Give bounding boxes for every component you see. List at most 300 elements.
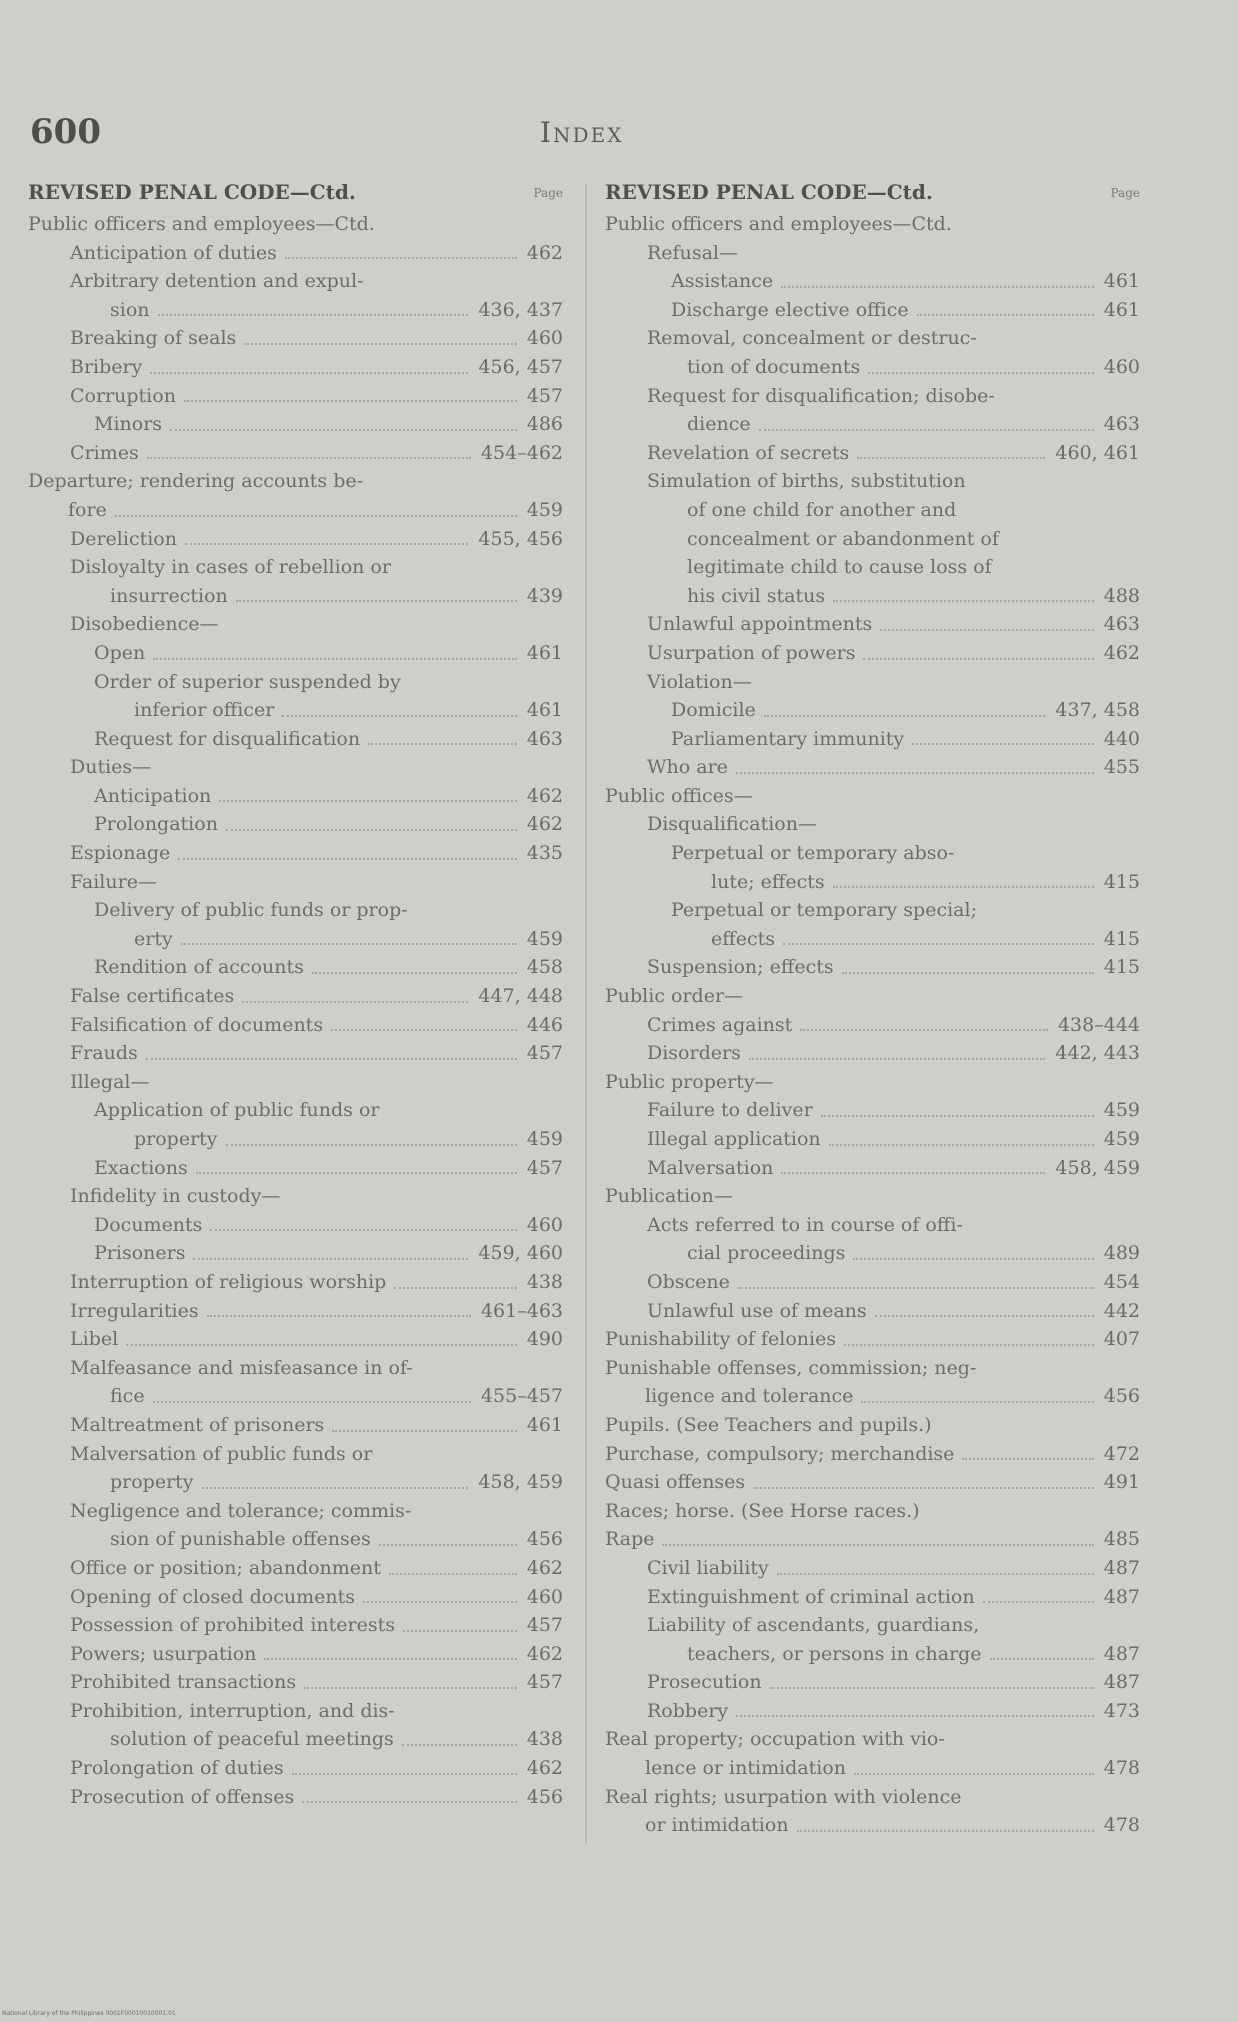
dot-leader — [821, 1115, 1094, 1117]
dot-leader — [146, 1058, 517, 1060]
dot-leader — [115, 515, 517, 517]
index-entry — [28, 267, 563, 296]
entry-text: Pupils. (See Teachers and pupils.) — [605, 1413, 932, 1436]
page-reference: 489 — [1103, 1242, 1140, 1265]
entry-text: Unlawful appointments — [647, 613, 873, 636]
index-entry — [605, 810, 1140, 839]
entry-text: lence or intimidation — [645, 1757, 847, 1780]
index-entry — [605, 210, 1140, 239]
entry-text: Minors — [94, 413, 163, 436]
entry-text: Usurpation of powers — [647, 641, 856, 664]
dot-leader — [759, 429, 1094, 431]
page-reference: 487 — [1103, 1671, 1140, 1694]
page-reference: 461 — [1103, 270, 1140, 293]
page-reference: 442, 443 — [1055, 1042, 1140, 1065]
entry-text: Anticipation — [94, 784, 212, 807]
entry-text: Failure— — [70, 870, 157, 893]
index-entry — [28, 382, 563, 411]
entry-text: Disorders — [647, 1042, 741, 1065]
index-entry — [605, 296, 1140, 325]
page-reference: 407 — [1103, 1328, 1140, 1351]
entry-text: tion of documents — [687, 355, 861, 378]
entry-text: legitimate child to cause loss of — [687, 556, 992, 579]
index-entry-continuation — [28, 1468, 563, 1497]
dot-leader — [368, 743, 517, 745]
page-reference: 457 — [526, 384, 563, 407]
index-entry — [28, 868, 563, 897]
page-reference: 460 — [526, 327, 563, 350]
index-entry — [28, 1697, 563, 1726]
entry-text: Discharge elective office — [671, 298, 909, 321]
index-entry — [605, 1440, 1140, 1469]
dot-leader — [236, 600, 517, 602]
entry-text: Espionage — [70, 842, 171, 865]
index-entry — [605, 1554, 1140, 1583]
index-entry-continuation — [28, 1125, 563, 1154]
dot-leader — [242, 1001, 468, 1003]
page-reference: 459 — [1103, 1099, 1140, 1122]
entry-text: Prolongation — [94, 813, 218, 836]
page-reference: 463 — [526, 727, 563, 750]
index-entry — [28, 896, 563, 925]
entry-text: Rape — [605, 1528, 655, 1551]
page-reference: 446 — [526, 1013, 563, 1036]
index-entry-continuation — [28, 696, 563, 725]
dot-leader — [292, 1773, 517, 1775]
entry-text: concealment or abandonment of — [687, 527, 999, 550]
entry-text: Unlawful use of means — [647, 1299, 867, 1322]
dot-leader — [185, 543, 468, 545]
dot-leader — [178, 858, 517, 860]
index-entry — [28, 1268, 563, 1297]
page-reference: 442 — [1103, 1299, 1140, 1322]
index-entry — [28, 1297, 563, 1326]
entry-text: Frauds — [70, 1042, 138, 1065]
dot-leader — [783, 943, 1094, 945]
entry-text: Corruption — [70, 384, 176, 407]
dot-leader — [854, 1773, 1094, 1775]
dot-leader — [331, 1029, 517, 1031]
index-entry — [28, 210, 563, 239]
entry-text: Obscene — [647, 1270, 730, 1293]
page-reference: 487 — [1103, 1585, 1140, 1608]
dot-leader — [853, 1258, 1094, 1260]
page-reference: 478 — [1103, 1757, 1140, 1780]
page-reference: 458, 459 — [478, 1471, 563, 1494]
dot-leader — [990, 1658, 1094, 1660]
page-reference: 461 — [526, 699, 563, 722]
entry-text: Delivery of public funds or prop- — [94, 899, 408, 922]
dot-leader — [285, 257, 517, 259]
entry-text: Disloyalty in cases of rebellion or — [70, 556, 391, 579]
index-entry — [28, 439, 563, 468]
dot-leader — [207, 1315, 471, 1317]
dot-leader — [749, 1058, 1045, 1060]
entry-text: Possession of prohibited interests — [70, 1614, 395, 1637]
page-reference: 438–444 — [1057, 1013, 1140, 1036]
dot-leader — [764, 715, 1045, 717]
page-reference: 457 — [526, 1614, 563, 1637]
entry-text: Public officers and employees—Ctd. — [28, 213, 375, 235]
dot-leader — [394, 1287, 517, 1289]
index-entry — [605, 1068, 1140, 1097]
index-entry — [28, 1096, 563, 1125]
page-reference: 415 — [1103, 956, 1140, 979]
index-entry — [605, 753, 1140, 782]
column-heading-text: REVISED PENAL CODE—Ctd. — [605, 180, 933, 204]
page-reference: 455–457 — [480, 1385, 563, 1408]
entry-text: of one child for another and — [687, 498, 957, 521]
page-reference: 460 — [526, 1213, 563, 1236]
index-entry — [605, 467, 1140, 496]
index-entry — [28, 810, 563, 839]
index-entry-continuation — [28, 1525, 563, 1554]
index-entry — [28, 1611, 563, 1640]
index-entry — [28, 1011, 563, 1040]
entry-text: Infidelity in custody— — [70, 1185, 281, 1208]
entry-text: Libel — [70, 1328, 119, 1351]
page-reference: 457 — [526, 1671, 563, 1694]
dot-leader — [226, 1144, 517, 1146]
index-entry — [28, 1182, 563, 1211]
page-reference: 439 — [526, 584, 563, 607]
index-entry — [605, 1668, 1140, 1697]
dot-leader — [797, 1830, 1094, 1832]
index-entry — [605, 1011, 1140, 1040]
page-reference: 456, 457 — [478, 355, 563, 378]
dot-leader — [210, 1229, 517, 1231]
index-entry — [605, 1182, 1140, 1211]
index-entry — [605, 239, 1140, 268]
page-reference: 488 — [1103, 584, 1140, 607]
index-entry — [28, 1211, 563, 1240]
page-reference: 456 — [526, 1785, 563, 1808]
entry-text: Liability of ascendants, guardians, — [647, 1614, 980, 1637]
entry-text: Perpetual or temporary abso- — [671, 842, 955, 865]
entry-text: Assistance — [671, 270, 774, 293]
index-entry-continuation — [28, 1382, 563, 1411]
index-entry-continuation — [28, 496, 563, 525]
entry-text: Removal, concealment or destruc- — [647, 327, 977, 350]
dot-leader — [868, 372, 1094, 374]
entry-text: Crimes against — [647, 1013, 793, 1036]
dot-leader — [302, 1801, 517, 1803]
page-reference: 437, 458 — [1055, 699, 1140, 722]
dot-leader — [983, 1601, 1094, 1603]
dot-leader — [403, 1630, 517, 1632]
index-entry — [28, 725, 563, 754]
dot-leader — [304, 1687, 517, 1689]
entry-text: Parliamentary immunity — [671, 727, 905, 750]
entry-text: Who are — [647, 756, 728, 779]
index-entry — [605, 610, 1140, 639]
index-entry — [605, 1096, 1140, 1125]
index-entry-continuation — [605, 1239, 1140, 1268]
entry-text: Disobedience— — [70, 613, 219, 636]
index-entry — [605, 668, 1140, 697]
index-entry-continuation — [605, 410, 1140, 439]
entry-text: his civil status — [687, 584, 826, 607]
index-entry — [28, 1497, 563, 1526]
index-entry — [605, 1039, 1140, 1068]
page-label: Page — [1110, 186, 1140, 200]
index-entry — [28, 1325, 563, 1354]
entry-text: Open — [94, 641, 146, 664]
index-entry — [605, 896, 1140, 925]
index-entry — [28, 553, 563, 582]
page-reference: 460, 461 — [1055, 441, 1140, 464]
index-entry — [28, 467, 563, 496]
entry-text: Public officers and employees—Ctd. — [605, 213, 952, 235]
page-reference: 458, 459 — [1055, 1156, 1140, 1179]
page-reference: 487 — [1103, 1556, 1140, 1579]
index-entry — [605, 324, 1140, 353]
entry-text: Public property— — [605, 1070, 774, 1093]
page-reference: 440 — [1103, 727, 1140, 750]
page-reference: 457 — [526, 1156, 563, 1179]
entry-text: Prosecution of offenses — [70, 1785, 295, 1808]
entry-text: fice — [110, 1385, 145, 1408]
dot-leader — [363, 1601, 517, 1603]
index-entry-continuation — [605, 1640, 1140, 1669]
index-entry-continuation — [605, 1754, 1140, 1783]
entry-text: Punishability of felonies — [605, 1328, 837, 1351]
entry-text: Duties— — [70, 756, 152, 779]
page-reference: 491 — [1103, 1471, 1140, 1494]
entry-text: Office or position; abandonment — [70, 1556, 381, 1579]
dot-leader — [150, 372, 468, 374]
entry-text: erty — [134, 927, 173, 950]
entry-text: Illegal application — [647, 1128, 821, 1150]
index-entry — [605, 696, 1140, 725]
page-label: Page — [533, 186, 563, 200]
entry-text: Dereliction — [70, 527, 177, 550]
entry-text: Bribery — [70, 355, 143, 378]
entry-text: Order of superior suspended by — [94, 670, 401, 693]
page-title: Index — [540, 116, 624, 149]
page-reference: 463 — [1103, 613, 1140, 636]
index-entry — [605, 953, 1140, 982]
entry-text: Public order— — [605, 985, 744, 1008]
dot-leader — [184, 400, 517, 402]
dot-leader — [244, 343, 517, 345]
index-entry-continuation — [28, 582, 563, 611]
index-entry — [605, 782, 1140, 811]
index-entry — [28, 1440, 563, 1469]
page-reference: 463 — [1103, 413, 1140, 436]
page-reference: 447, 448 — [478, 985, 563, 1008]
dot-leader — [833, 886, 1094, 888]
dot-leader — [402, 1744, 517, 1746]
entry-text: Suspension; effects — [647, 956, 834, 979]
dot-leader — [226, 829, 517, 831]
entry-text: Prisoners — [94, 1242, 186, 1265]
index-entry — [28, 1640, 563, 1669]
dot-leader — [863, 658, 1094, 660]
index-entry — [605, 639, 1140, 668]
page-reference: 485 — [1103, 1528, 1140, 1551]
index-entry — [605, 1211, 1140, 1240]
entry-text: or intimidation — [645, 1814, 789, 1837]
page-reference: 461 — [526, 641, 563, 664]
entry-text: Interruption of religious worship — [70, 1270, 387, 1293]
index-entry-continuation — [28, 925, 563, 954]
index-entry — [28, 410, 563, 439]
dot-leader — [844, 1344, 1094, 1346]
index-entry-continuation — [28, 296, 563, 325]
entry-text: Refusal— — [647, 241, 738, 264]
entry-text: Failure to deliver — [647, 1099, 813, 1122]
entry-text: solution of peaceful meetings — [110, 1728, 394, 1751]
dot-leader — [170, 429, 517, 431]
index-entry — [605, 439, 1140, 468]
index-entry-continuation — [605, 1811, 1140, 1840]
entry-text: Negligence and tolerance; commis- — [70, 1499, 412, 1522]
entry-text: Robbery — [647, 1699, 729, 1722]
index-entry-continuation — [605, 1382, 1140, 1411]
page-reference: 462 — [526, 784, 563, 807]
dot-leader — [181, 943, 517, 945]
page-reference: 454 — [1103, 1270, 1140, 1293]
page-number: 600 — [30, 112, 101, 152]
dot-leader — [880, 629, 1094, 631]
entry-text: insurrection — [110, 584, 228, 607]
dot-leader — [777, 1573, 1094, 1575]
dot-leader — [875, 1315, 1094, 1317]
entry-text: Simulation of births, substitution — [647, 470, 966, 493]
index-entry — [28, 525, 563, 554]
page-reference: 459 — [1103, 1128, 1140, 1150]
page-reference: 415 — [1103, 927, 1140, 950]
index-entry — [605, 1268, 1140, 1297]
page-reference: 486 — [526, 413, 563, 436]
page-reference: 435 — [526, 842, 563, 865]
index-entry — [28, 1554, 563, 1583]
index-entry — [605, 1525, 1140, 1554]
page-reference: 462 — [526, 1757, 563, 1780]
page-reference: 436, 437 — [478, 298, 563, 321]
dot-leader — [736, 772, 1094, 774]
index-entry-continuation — [605, 582, 1140, 611]
entry-text: Application of public funds or — [94, 1099, 380, 1122]
index-entry — [28, 1239, 563, 1268]
index-entry — [605, 267, 1140, 296]
dot-leader — [147, 457, 471, 459]
entry-text: Perpetual or temporary special; — [671, 899, 977, 922]
page-reference: 462 — [1103, 641, 1140, 664]
index-entry — [28, 1668, 563, 1697]
entry-text: Revelation of secrets — [647, 441, 850, 464]
index-entry-continuation — [605, 353, 1140, 382]
index-entry — [28, 668, 563, 697]
page-reference: 459 — [526, 927, 563, 950]
index-entry — [605, 839, 1140, 868]
index-entry — [605, 1354, 1140, 1383]
dot-leader — [126, 1344, 517, 1346]
page-reference: 487 — [1103, 1642, 1140, 1665]
dot-leader — [389, 1573, 517, 1575]
entry-text: sion of punishable offenses — [110, 1528, 371, 1551]
entry-text: Public offices— — [605, 784, 753, 807]
entry-text: Malversation of public funds or — [70, 1442, 373, 1465]
dot-leader — [857, 457, 1045, 459]
index-entry — [28, 839, 563, 868]
dot-leader — [332, 1430, 517, 1432]
page-reference: 438 — [526, 1270, 563, 1293]
dot-leader — [861, 1401, 1094, 1403]
dot-leader — [379, 1544, 517, 1546]
index-entry — [28, 753, 563, 782]
entry-text: Exactions — [94, 1156, 188, 1179]
index-entry — [605, 382, 1140, 411]
entry-text: Prolongation of duties — [70, 1757, 284, 1780]
entry-text: property — [134, 1128, 218, 1150]
entry-text: Malversation — [647, 1156, 774, 1179]
index-entry — [605, 1697, 1140, 1726]
entry-text: Departure; rendering accounts be- — [28, 470, 364, 493]
entry-text: lute; effects — [711, 870, 825, 893]
index-entry — [28, 1039, 563, 1068]
dot-leader — [153, 658, 517, 660]
dot-leader — [662, 1544, 1094, 1546]
page-reference: 490 — [526, 1328, 563, 1351]
entry-text: teachers, or persons in charge — [687, 1642, 982, 1665]
entry-text: Powers; usurpation — [70, 1642, 257, 1665]
entry-text: dience — [687, 413, 751, 436]
index-entry — [605, 1297, 1140, 1326]
page-reference: 458 — [526, 956, 563, 979]
dot-leader — [158, 314, 468, 316]
page-reference: 454–462 — [480, 441, 563, 464]
dot-leader — [753, 1487, 1094, 1489]
page-reference: 473 — [1103, 1699, 1140, 1722]
index-entry-continuation — [605, 496, 1140, 525]
index-entry — [28, 1154, 563, 1183]
entry-text: Real property; occupation with vio- — [605, 1728, 945, 1751]
entry-text: effects — [711, 927, 776, 950]
dot-leader — [829, 1144, 1094, 1146]
dot-leader — [264, 1658, 517, 1660]
entry-text: cial proceedings — [687, 1242, 846, 1265]
index-entry-continuation — [605, 525, 1140, 554]
index-entry — [605, 1783, 1140, 1812]
page-reference: 461–463 — [480, 1299, 563, 1322]
entry-text: Documents — [94, 1213, 203, 1236]
page-reference: 459 — [526, 498, 563, 521]
page-reference: 459 — [526, 1128, 563, 1150]
index-entry — [28, 353, 563, 382]
index-entry — [28, 1783, 563, 1812]
index-entry — [28, 953, 563, 982]
entry-text: ligence and tolerance — [645, 1385, 854, 1408]
index-entry — [28, 639, 563, 668]
entry-text: Breaking of seals — [70, 327, 237, 350]
index-entry — [28, 1354, 563, 1383]
page-reference: 472 — [1103, 1442, 1140, 1465]
column-heading-text: REVISED PENAL CODE—Ctd. — [28, 180, 356, 204]
page-reference: 462 — [526, 1556, 563, 1579]
dot-leader — [842, 972, 1094, 974]
entry-text: Maltreatment of prisoners — [70, 1413, 325, 1436]
dot-leader — [193, 1258, 468, 1260]
index-entry-continuation — [28, 1725, 563, 1754]
index-entry — [28, 324, 563, 353]
entry-text: inferior officer — [134, 699, 275, 722]
page-reference: 462 — [526, 813, 563, 836]
index-entry — [605, 725, 1140, 754]
entry-text: Purchase, compulsory; merchandise — [605, 1442, 955, 1465]
entry-text: Civil liability — [647, 1556, 769, 1579]
